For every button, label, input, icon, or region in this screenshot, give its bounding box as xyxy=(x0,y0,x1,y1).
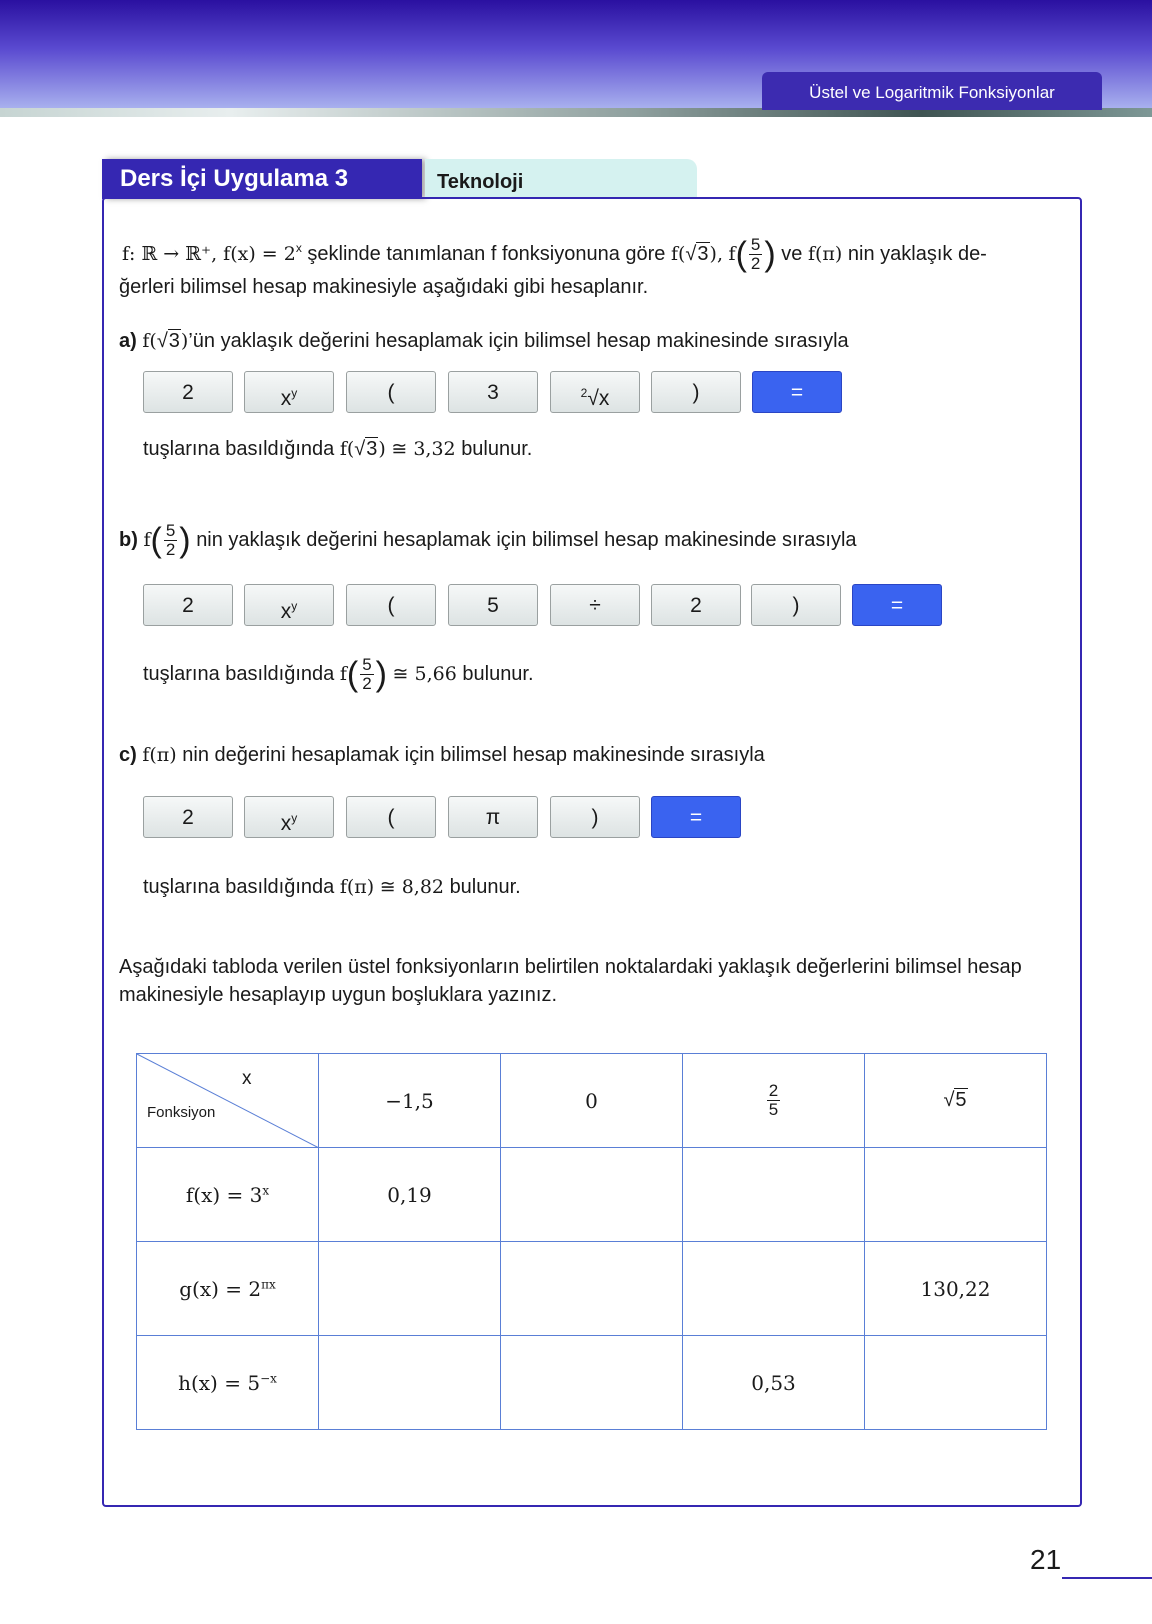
function-cell xyxy=(137,1242,319,1336)
intro-num: 5 xyxy=(750,235,761,254)
table-cell[interactable] xyxy=(319,1242,501,1336)
part-a-f: f( xyxy=(142,330,157,352)
col4-radicand: 5 xyxy=(955,1089,967,1111)
part-a-result-suffix: bulunur. xyxy=(461,438,533,460)
corner-x-label: x xyxy=(242,1068,252,1089)
part-b-den: 2 xyxy=(165,540,176,559)
intro-close: ), xyxy=(709,242,723,265)
function-label: h(x) = 5 xyxy=(178,1370,261,1395)
key-power-sup: y xyxy=(291,599,298,613)
key-open-paren[interactable]: ( xyxy=(346,796,436,838)
part-c-heading xyxy=(119,744,765,767)
sqrt-symbol: √5 xyxy=(943,1089,967,1111)
key-close-paren[interactable]: ) xyxy=(550,796,640,838)
key-power-sup: y xyxy=(291,811,298,825)
table-header-cell xyxy=(865,1054,1047,1148)
key-2[interactable]: 2 xyxy=(651,584,741,626)
task-line-1: Aşağıdaki tabloda verilen üstel fonksiyonların belirtilen noktalardaki yaklaşık değerlerini bilimsel hesap xyxy=(119,956,1022,978)
part-b-result-den: 2 xyxy=(362,674,372,693)
table-corner xyxy=(137,1054,319,1148)
intro-ve: ve xyxy=(781,242,803,265)
function-cell xyxy=(137,1336,319,1430)
table-cell[interactable] xyxy=(501,1336,683,1430)
function-label: f(x) = 3 xyxy=(185,1182,263,1207)
sqrt-symbol: √3 xyxy=(156,330,180,352)
part-a-result-value: ≅ 3,32 xyxy=(391,438,456,460)
part-c-result-prefix: tuşlarına basıldığında xyxy=(143,876,335,898)
table-cell[interactable] xyxy=(683,1148,865,1242)
part-b-result-num: 5 xyxy=(362,655,372,674)
root-index: 2 xyxy=(580,386,588,400)
part-a-text: ’ün yaklaşık değerini hesaplamak için bilimsel hesap makinesinde sırasıyla xyxy=(188,330,849,352)
part-c-text: nin değerini hesaplamak için bilimsel hesap makinesinde sırasıyla xyxy=(182,744,765,766)
part-c-result xyxy=(143,876,521,899)
part-b-heading: b) f( $\frac{5}{2}$ ) nin yaklaşık değerini hesaplamak için bilimsel hesap makinesinde sırasıyla xyxy=(119,521,857,560)
part-a-result-close: ) xyxy=(378,438,386,460)
intro-fraction xyxy=(749,236,762,273)
part-c-result-value: ≅ 8,82 xyxy=(379,876,444,898)
root-radicand: x xyxy=(598,387,610,410)
part-b-result-prefix: tuşlarına basıldığında xyxy=(143,662,335,685)
part-b-num: 5 xyxy=(165,521,176,540)
key-5[interactable]: 5 xyxy=(448,584,538,626)
page-number: 21 xyxy=(1030,1544,1062,1575)
key-close-paren[interactable]: ) xyxy=(751,584,841,626)
intro-line-2: ğerleri bilimsel hesap makinesiyle aşağıdaki gibi hesaplanır. xyxy=(119,276,649,298)
table-cell[interactable] xyxy=(501,1242,683,1336)
table-row xyxy=(137,1242,1047,1336)
section-tag: Teknoloji xyxy=(425,159,697,199)
part-a-result-f: f( xyxy=(339,438,355,460)
part-b-fraction xyxy=(164,522,177,559)
key-root[interactable]: $^2$√x xyxy=(550,371,640,413)
part-a-heading xyxy=(119,330,849,353)
key-power[interactable] xyxy=(244,796,334,838)
col3-num: 2 xyxy=(768,1081,779,1100)
function-exp: −x xyxy=(260,1370,277,1385)
part-c-result-f: f(π) xyxy=(339,876,375,898)
key-power-base: x xyxy=(280,812,292,835)
key-equals[interactable]: = xyxy=(651,796,741,838)
table-cell[interactable] xyxy=(319,1336,501,1430)
part-b-f: f xyxy=(143,528,151,551)
table-cell[interactable] xyxy=(865,1336,1047,1430)
key-3[interactable]: 3 xyxy=(448,371,538,413)
table-cell[interactable] xyxy=(683,1242,865,1336)
section-title: Ders İçi Uygulama 3 xyxy=(102,159,422,199)
function-exp: πx xyxy=(261,1276,276,1291)
table-header-cell: 0 xyxy=(501,1054,683,1148)
key-power-base: x xyxy=(280,387,292,410)
key-power-sup: y xyxy=(291,386,298,400)
task-line-2: makinesiyle hesaplayıp uygun boşluklara yazınız. xyxy=(119,984,558,1006)
function-exp: x xyxy=(262,1182,270,1197)
function-label: g(x) = 2 xyxy=(179,1276,262,1301)
part-a-radicand: 3 xyxy=(168,330,180,352)
sqrt-symbol: √3 xyxy=(354,438,378,460)
intro-f2: f xyxy=(728,242,736,265)
intro-fpi: f(π) xyxy=(807,242,843,265)
key-open-paren[interactable]: ( xyxy=(346,371,436,413)
key-close-paren[interactable]: ) xyxy=(651,371,741,413)
intro-line-1: f: ℝ → ℝ⁺, $f(x) = 2^x$ şeklinde tanımlanan f fonksiyonuna göre f(√3), f( $\frac{5}{2}$ ) ve f(π) nin yaklaşık de- xyxy=(122,235,987,274)
part-b-label: b) xyxy=(119,528,138,551)
col3-den: 5 xyxy=(768,1100,779,1119)
table-row xyxy=(137,1148,1047,1242)
table-cell[interactable]: 0,53 xyxy=(683,1336,865,1430)
key-2[interactable]: 2 xyxy=(143,796,233,838)
intro-exp: x xyxy=(295,241,302,256)
key-equals[interactable]: = xyxy=(852,584,942,626)
table-cell[interactable]: 0,19 xyxy=(319,1148,501,1242)
key-power[interactable] xyxy=(244,584,334,626)
table-header-cell xyxy=(683,1054,865,1148)
part-b-result-f: f xyxy=(339,662,347,685)
part-a-label: a) xyxy=(119,330,137,352)
key-equals[interactable]: = xyxy=(752,371,842,413)
table-cell[interactable]: 130,22 xyxy=(865,1242,1047,1336)
part-a-close: ) xyxy=(180,330,189,352)
chapter-title: Üstel ve Logaritmik Fonksiyonlar xyxy=(762,72,1102,110)
part-a-result-prefix: tuşlarına basıldığında xyxy=(143,438,335,460)
part-b-text: nin yaklaşık değerini hesaplamak için bilimsel hesap makinesinde sırasıyla xyxy=(196,528,857,551)
part-b-result-suffix: bulunur. xyxy=(462,662,534,685)
part-b-result-fraction xyxy=(360,656,373,693)
intro-den: 2 xyxy=(750,254,761,273)
intro-domain: f: ℝ → ℝ⁺, f(x) = 2 xyxy=(122,242,296,265)
part-c-label: c) xyxy=(119,744,137,766)
key-2[interactable]: 2 xyxy=(143,371,233,413)
part-b-result-value: ≅ 5,66 xyxy=(392,662,457,685)
part-a-result-radicand: 3 xyxy=(366,438,378,460)
table-cell[interactable] xyxy=(865,1148,1047,1242)
intro-f: f( xyxy=(670,242,686,265)
key-open-paren[interactable]: ( xyxy=(346,584,436,626)
key-divide[interactable]: ÷ xyxy=(550,584,640,626)
key-power[interactable] xyxy=(244,371,334,413)
col3-fraction xyxy=(767,1082,780,1119)
function-cell xyxy=(137,1148,319,1242)
intro-text-2: nin yaklaşık de- xyxy=(847,242,987,265)
key-2[interactable]: 2 xyxy=(143,584,233,626)
intro-text-1: şeklinde tanımlanan f fonksiyonuna göre xyxy=(307,242,666,265)
key-pi[interactable]: π xyxy=(448,796,538,838)
values-table xyxy=(136,1053,1047,1430)
key-power-base: x xyxy=(280,600,292,623)
table-header-cell: −1,5 xyxy=(319,1054,501,1148)
sqrt-symbol: √3 xyxy=(685,242,709,265)
part-c-result-suffix: bulunur. xyxy=(449,876,521,898)
intro-radicand: 3 xyxy=(697,242,709,265)
table-row xyxy=(137,1336,1047,1430)
corner-diagonal xyxy=(137,1054,319,1148)
part-b-result: tuşlarına basıldığında f( $\frac{5}{2}$ ) ≅ 5,66 bulunur. xyxy=(143,655,534,694)
table-cell[interactable] xyxy=(501,1148,683,1242)
page-number-rule xyxy=(1062,1577,1152,1579)
table-header-row xyxy=(137,1054,1047,1148)
corner-function-label: Fonksiyon xyxy=(147,1104,216,1121)
part-a-result xyxy=(143,438,532,461)
part-c-f: f(π) xyxy=(142,744,177,766)
